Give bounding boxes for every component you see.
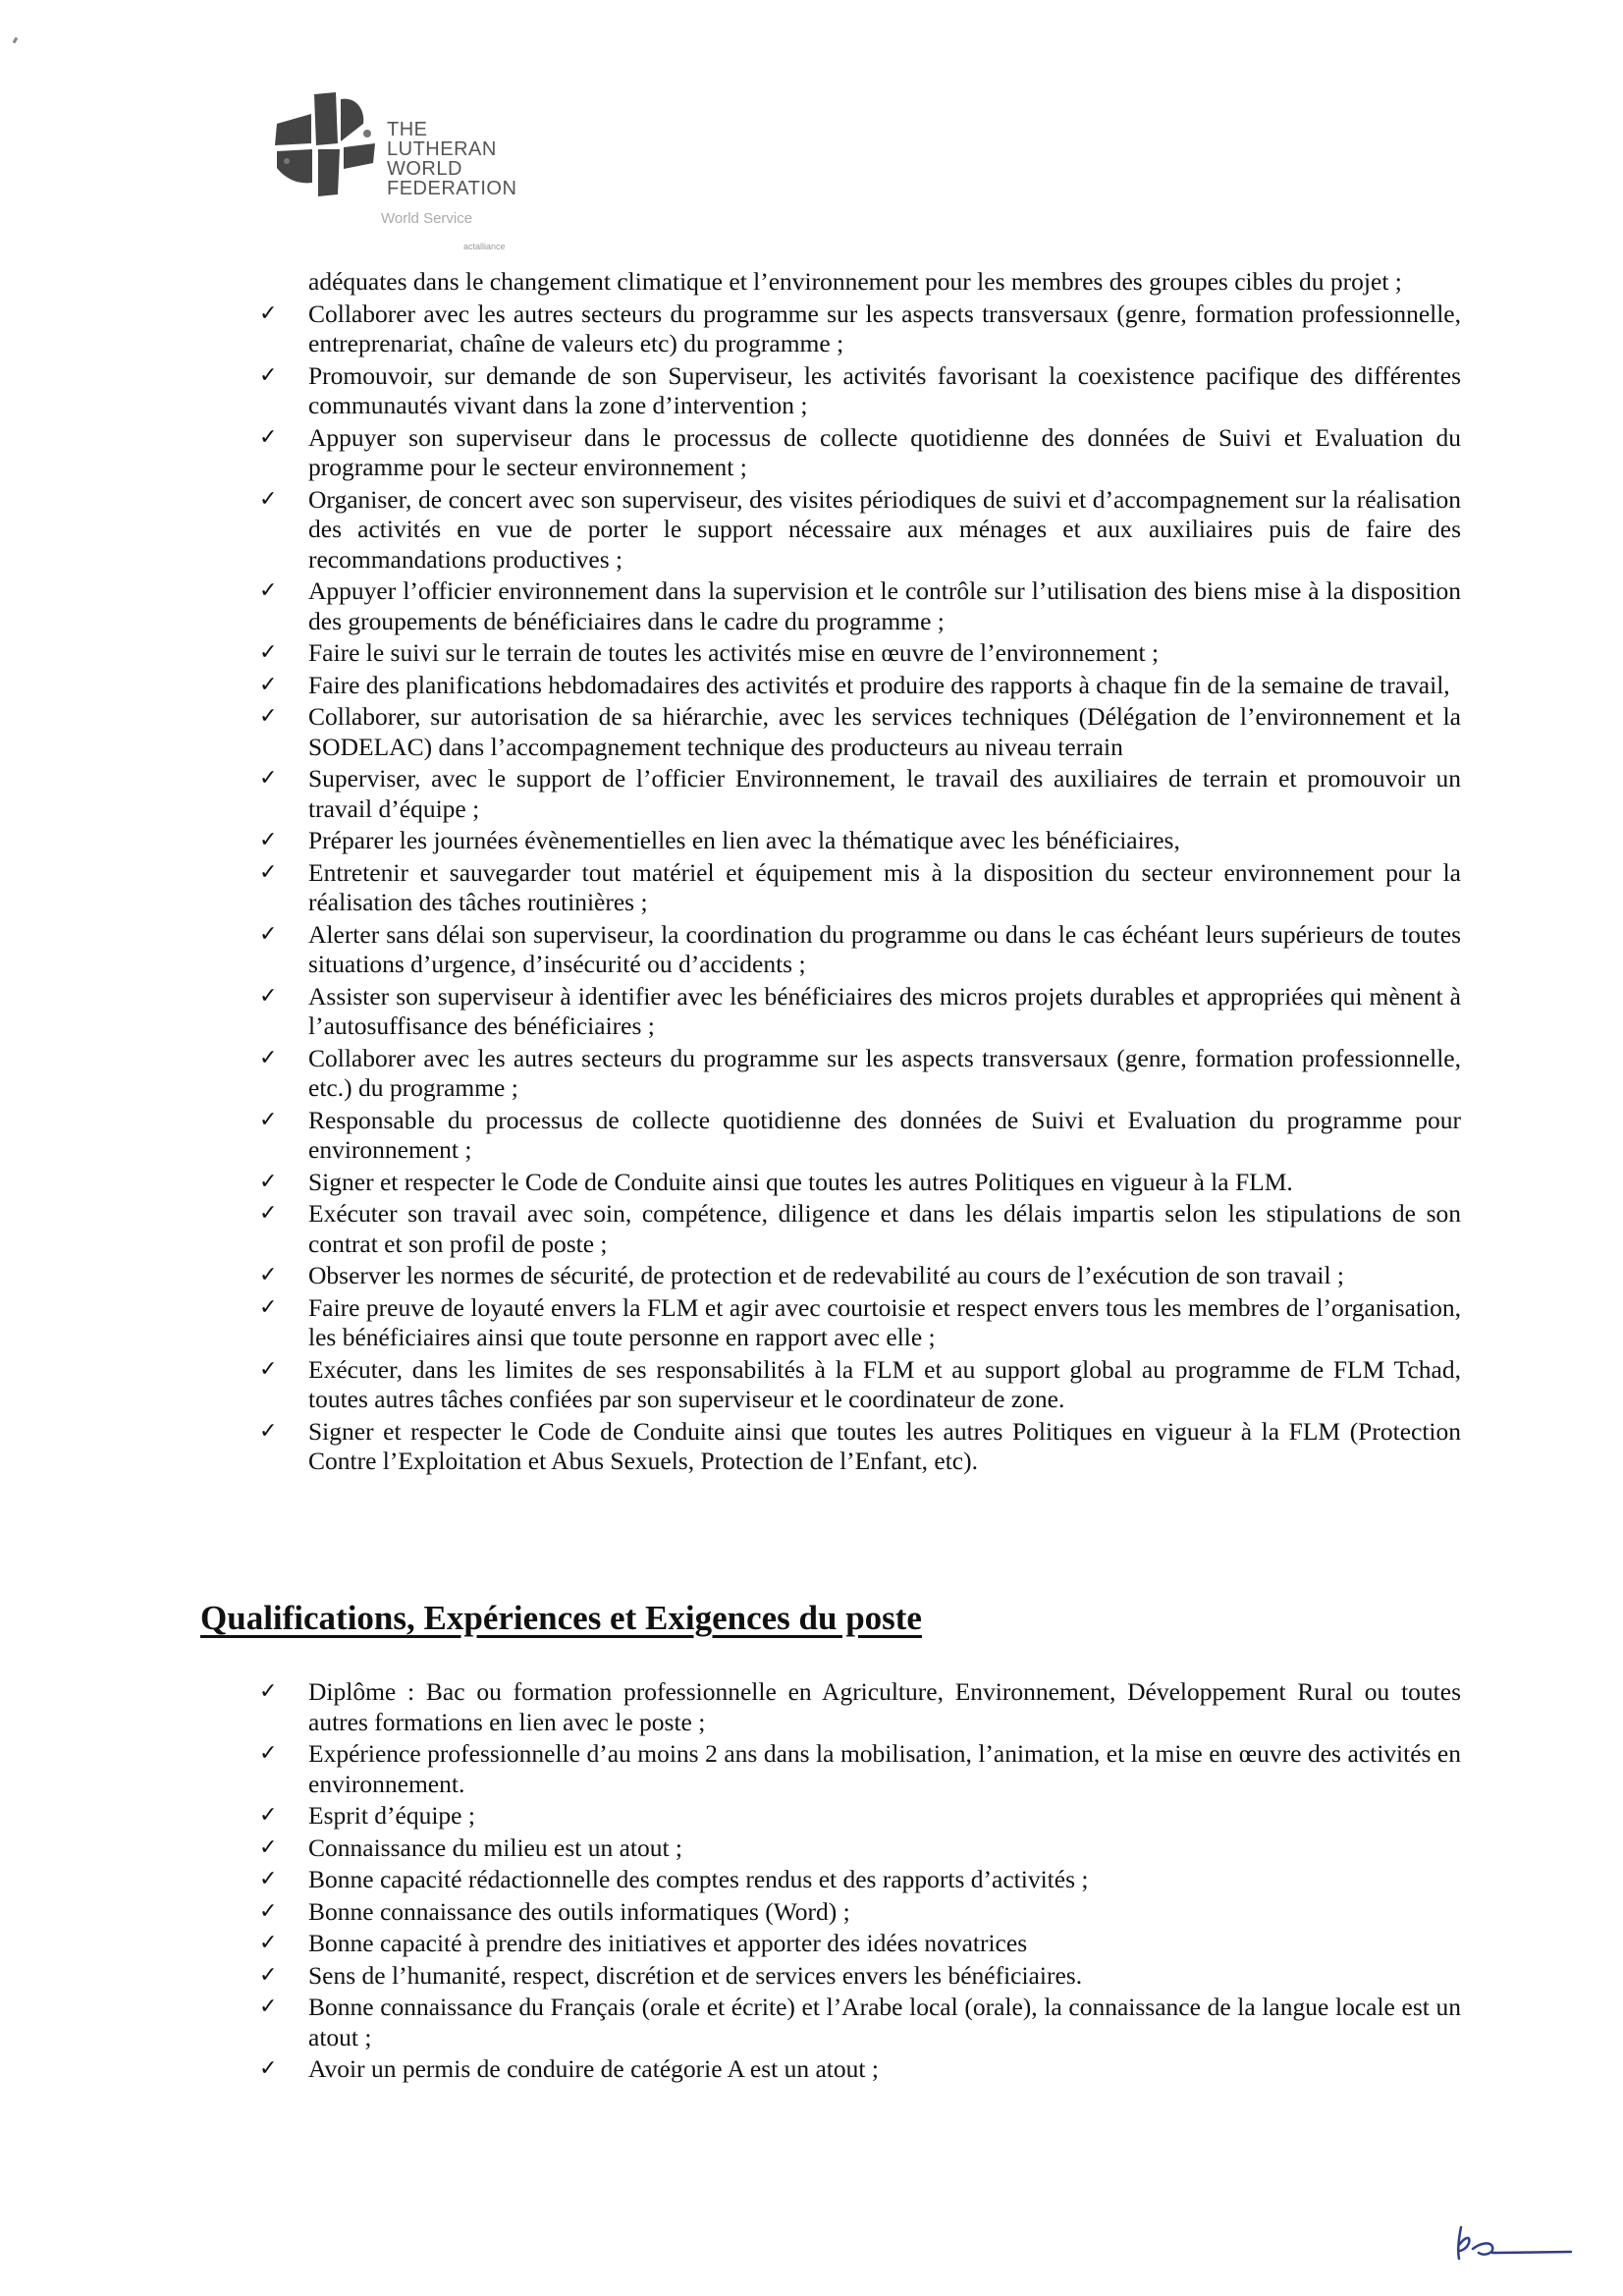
duty-item-text: Signer et respecter le Code de Conduite ainsi que toutes les autres Politiques en vigueur à la FLM.	[308, 1167, 1293, 1196]
duties-list	[259, 300, 1461, 1477]
check-icon: ✓	[259, 1741, 278, 1766]
duty-item-text: Organiser, de concert avec son superviseur, des visites périodiques de suivi et d’accompagnement sur la réalisation des activités en vue de porter le support nécessaire aux ménages et aux auxiliaires puis de faire des recommandations productives ;	[308, 484, 1461, 574]
duty-item	[259, 1199, 1461, 1259]
qualification-item	[259, 1801, 1461, 1831]
check-icon: ✓	[259, 424, 278, 450]
check-icon: ✓	[259, 1294, 278, 1320]
duty-item	[259, 576, 1461, 636]
duty-item-text: Entretenir et sauvegarder tout matériel et équipement mis à la disposition du secteur environnement pour la réalisation des tâches routinières ;	[308, 857, 1461, 916]
duty-item	[259, 1168, 1461, 1198]
duty-item-text: Signer et respecter le Code de Conduite ainsi que toutes les autres Politiques en vigueur à la FLM (Protection Contre l’Exploitation et Abus Sexuels, Protection de l’Enfant, etc).	[308, 1416, 1461, 1475]
duty-item	[259, 671, 1461, 701]
duty-item	[259, 485, 1461, 575]
duty-item-text: Préparer les journées évènementielles en lien avec la thématique avec les bénéficiaires,	[308, 826, 1180, 854]
duty-item-text: Superviser, avec le support de l’officier Environnement, le travail des auxiliaires de terrain et promouvoir un travail d’équipe ;	[308, 764, 1461, 823]
check-icon: ✓	[259, 1201, 278, 1226]
check-icon: ✓	[259, 1107, 278, 1132]
check-icon: ✓	[259, 1931, 278, 1955]
duty-item	[259, 361, 1461, 421]
check-icon: ✓	[259, 301, 278, 326]
duty-item	[259, 423, 1461, 483]
duty-item	[259, 764, 1461, 824]
check-icon: ✓	[259, 2056, 278, 2081]
check-icon: ✓	[259, 1418, 278, 1444]
check-icon: ✓	[259, 1045, 278, 1070]
section-title: Qualifications, Expériences et Exigences du poste	[200, 1599, 922, 1637]
duty-item-text: Assister son superviseur à identifier avec les bénéficiaires des micros projets durables et appropriées qui mènent à l’autosuffisance des bénéficiaires ;	[308, 981, 1461, 1040]
duty-item	[259, 702, 1461, 762]
duty-item-text: Appuyer son superviseur dans le processus de collecte quotidienne des données de Suivi et Evaluation du programme pour le secteur environnement ;	[308, 422, 1461, 481]
qualification-item-text: Diplôme : Bac ou formation professionnelle en Agriculture, Environnement, Développement Rural ou toutes autres formations en lien avec le poste ;	[308, 1677, 1461, 1736]
duty-item	[259, 858, 1461, 918]
qualification-item	[259, 2054, 1461, 2085]
lwf-logo	[257, 84, 522, 271]
qualification-item-text: Sens de l’humanité, respect, discrétion et de services envers les bénéficiaires.	[308, 1960, 1083, 1990]
lwf-logo-mark	[257, 84, 385, 202]
qualifications-list	[259, 1677, 1461, 2085]
duty-item	[259, 1261, 1461, 1291]
check-icon: ✓	[259, 1263, 278, 1287]
duty-item-text: Exécuter, dans les limites de ses responsabilités à la FLM et au support global au programme de FLM Tchad, toutes autres tâches confiées par son superviseur et le coordinateur de zone.	[308, 1354, 1461, 1413]
check-icon: ✓	[259, 640, 278, 665]
qualification-item-text: Expérience professionnelle d’au moins 2 ans dans la mobilisation, l’animation, et la mise en œuvre des activités en environnement.	[308, 1739, 1461, 1798]
duty-item	[259, 826, 1461, 856]
duty-item-text: Responsable du processus de collecte quotidienne des données de Suivi et Evaluation du programme pour environnement ;	[308, 1105, 1461, 1164]
duty-item	[259, 920, 1461, 980]
check-icon: ✓	[259, 1995, 278, 2019]
logo-alliance: actalliance	[463, 242, 506, 251]
duty-item-text: Appuyer l’officier environnement dans la supervision et le contrôle sur l’utilisation des biens mise à la disposition des groupements de bénéficiaires dans le cadre du programme ;	[308, 576, 1461, 635]
check-icon: ✓	[259, 828, 278, 852]
duty-item	[259, 300, 1461, 359]
check-icon: ✓	[259, 859, 278, 885]
duty-item-text: Promouvoir, sur demande de son Superviseur, les activités favorisant la coexistence pacifique des différentes communautés vivant dans la zone d’intervention ;	[308, 360, 1461, 419]
check-icon: ✓	[259, 578, 278, 603]
duty-item-text: Collaborer avec les autres secteurs du programme sur les aspects transversaux (genre, formation professionnelle, etc.) du programme ;	[308, 1043, 1461, 1102]
qualification-item-text: Bonne connaissance du Français (orale et écrite) et l’Arabe local (orale), la connaissance de la langue locale est un atout ;	[308, 1993, 1461, 2051]
qualification-item-text: Avoir un permis de conduire de catégorie A est un atout ;	[308, 2054, 879, 2083]
scan-mark	[13, 37, 19, 44]
duty-item	[259, 1106, 1461, 1166]
duty-item	[259, 638, 1461, 669]
qualification-item-text: Bonne capacité à prendre des initiatives et apporter des idées novatrices	[308, 1929, 1028, 1957]
duties-section	[259, 267, 1461, 1479]
duty-item	[259, 1293, 1461, 1353]
check-icon: ✓	[259, 1834, 278, 1860]
duty-item-text: Exécuter son travail avec soin, compétence, diligence et dans les délais impartis selon les stipulations de son contrat et son profil de poste ;	[308, 1199, 1461, 1258]
duty-item-text: Faire le suivi sur le terrain de toutes les activités mise en œuvre de l’environnement ;	[308, 638, 1160, 667]
continuation-paragraph: adéquates dans le changement climatique et l’environnement pour les membres des groupes cibles du projet ;	[308, 267, 1402, 296]
qualification-item-text: Bonne capacité rédactionnelle des comptes rendus et des rapports d’activités ;	[308, 1865, 1089, 1893]
qualification-item	[259, 1897, 1461, 1928]
check-icon: ✓	[259, 486, 278, 512]
check-icon: ✓	[259, 362, 278, 388]
check-icon: ✓	[259, 921, 278, 947]
duty-item	[259, 1355, 1461, 1415]
duty-item	[259, 1417, 1461, 1477]
qualification-item	[259, 1833, 1461, 1864]
check-icon: ✓	[259, 704, 278, 729]
duty-item-text: Faire preuve de loyauté envers la FLM et agir avec courtoisie et respect envers tous les membres de l’organisation, les bénéficiaires ainsi que toute personne en rapport avec elle ;	[308, 1292, 1461, 1351]
check-icon: ✓	[259, 983, 278, 1009]
qualification-item-text: Esprit d’équipe ;	[308, 1801, 475, 1830]
check-icon: ✓	[259, 1679, 278, 1704]
qualification-item	[259, 1865, 1461, 1895]
check-icon: ✓	[259, 1867, 278, 1891]
qualification-item	[259, 1993, 1461, 2052]
check-icon: ✓	[259, 766, 278, 791]
check-icon: ✓	[259, 1962, 278, 1988]
check-icon: ✓	[259, 672, 278, 697]
duty-item	[259, 982, 1461, 1042]
qualifications-section	[259, 1677, 1461, 2087]
check-icon: ✓	[259, 1803, 278, 1828]
logo-wordmark: THE LUTHERAN WORLD FEDERATION	[387, 119, 517, 199]
check-icon: ✓	[259, 1169, 278, 1194]
duty-item	[259, 1044, 1461, 1104]
qualification-item	[259, 1961, 1461, 1992]
qualification-item	[259, 1739, 1461, 1799]
qualification-item-text: Bonne connaissance des outils informatiques (Word) ;	[308, 1896, 850, 1926]
handwritten-initials	[1453, 2217, 1581, 2267]
qualification-item	[259, 1677, 1461, 1737]
logo-subtitle: World Service	[381, 210, 473, 227]
duty-item-text: Collaborer, sur autorisation de sa hiérarchie, avec les services techniques (Délégation de l’environnement et la SODELAC) dans l’accompagnement technique des producteurs au niveau terrain	[308, 702, 1461, 761]
duty-item-text: Observer les normes de sécurité, de protection et de redevabilité au cours de l’exécution de son travail ;	[308, 1261, 1345, 1289]
check-icon: ✓	[259, 1356, 278, 1382]
duty-item-text: Faire des planifications hebdomadaires des activités et produire des rapports à chaque fin de la semaine de travail,	[308, 670, 1450, 699]
check-icon: ✓	[259, 1898, 278, 1924]
duty-item-text: Collaborer avec les autres secteurs du programme sur les aspects transversaux (genre, formation professionnelle, entreprenariat, chaîne de valeurs etc) du programme ;	[308, 299, 1461, 357]
qualification-item-text: Connaissance du milieu est un atout ;	[308, 1832, 683, 1862]
duty-item-text: Alerter sans délai son superviseur, la coordination du programme ou dans le cas échéant leurs supérieurs de toutes situations d’urgence, d’insécurité ou d’accidents ;	[308, 919, 1461, 978]
qualification-item	[259, 1929, 1461, 1959]
